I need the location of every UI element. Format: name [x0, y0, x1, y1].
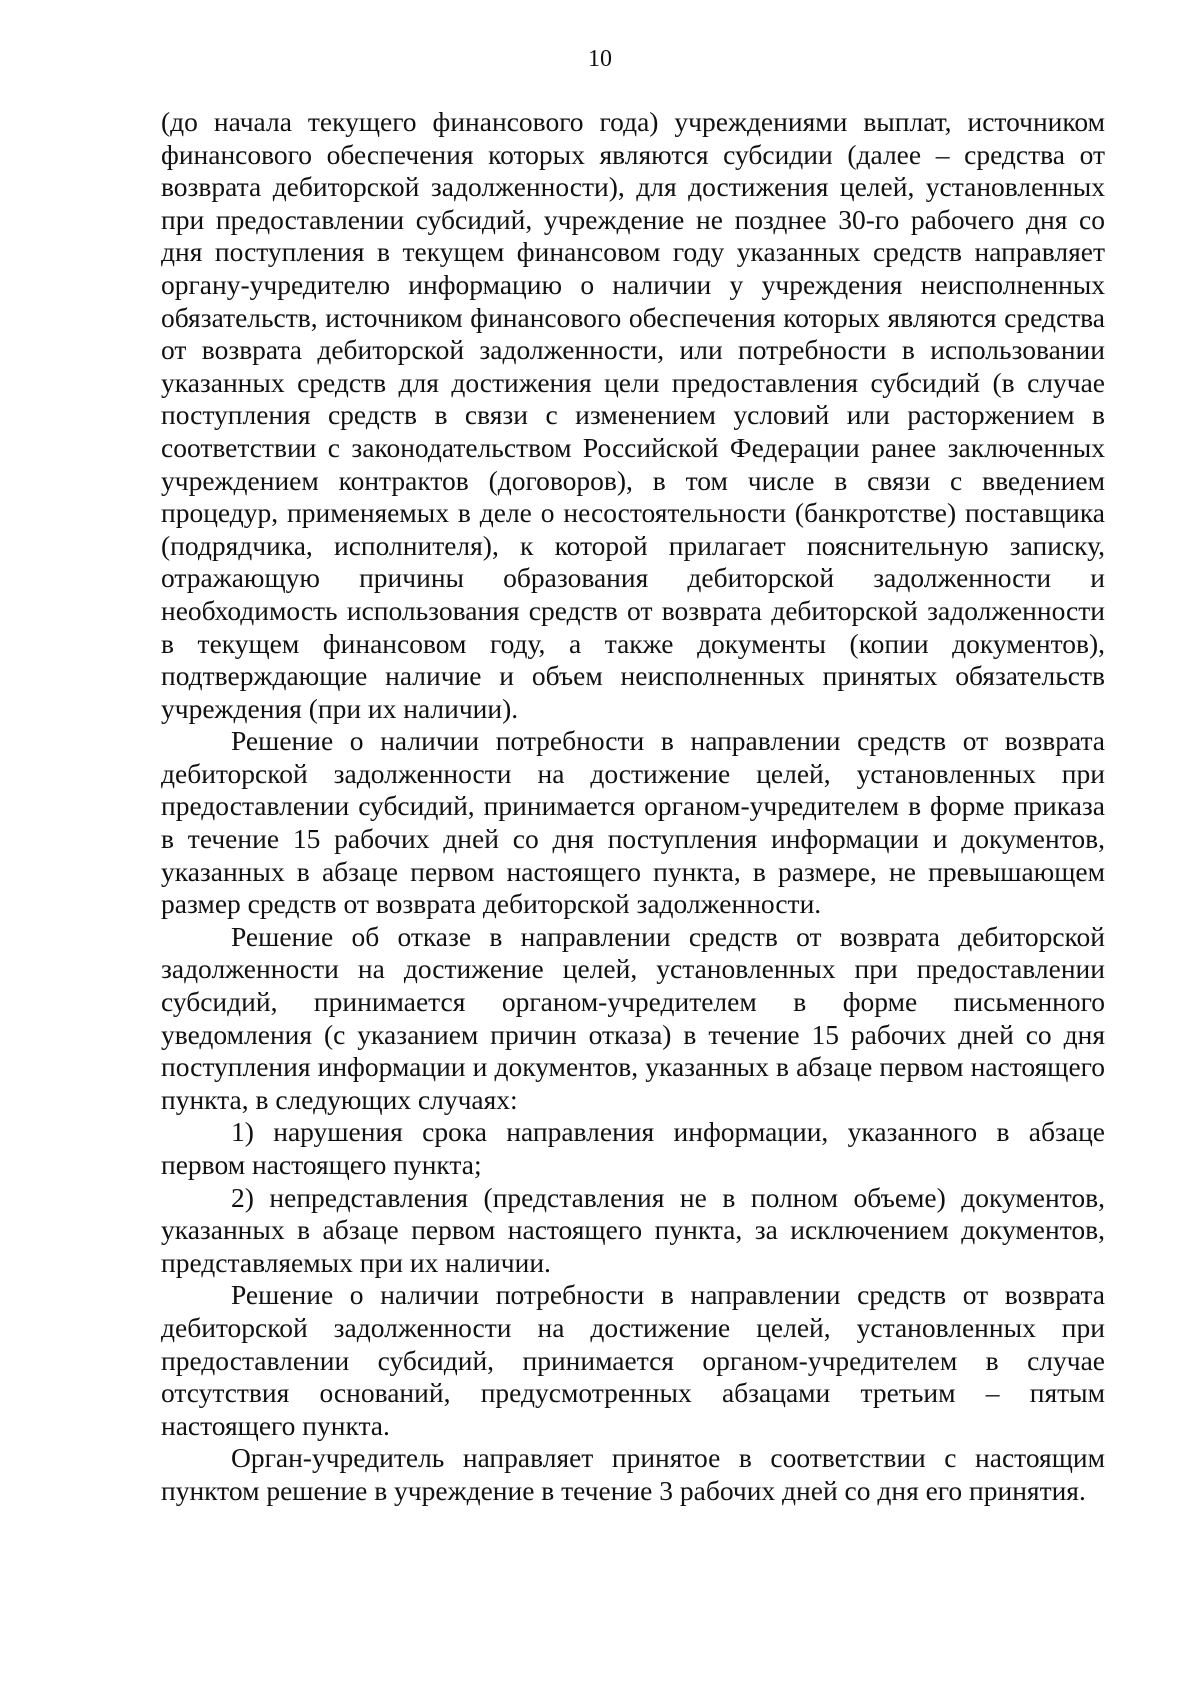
paragraph-notification: Орган-учредитель направляет принятое в соответствии с настоящим пунктом решение в учреждение в течение 3 рабочих дней со дня его принятия. — [161, 1442, 1105, 1506]
list-item-case-2: 2) непредставления (представления не в полном объеме) документов, указанных в абзаце первом настоящего пункта, за исключением документов, представляемых при их наличии. — [161, 1181, 1105, 1278]
paragraph-decision-approval: Решение о наличии потребности в направлении средств от возврата дебиторской задолженности на достижение целей, установленных при предоставлении субсидий, принимается органом-учредителем в форме приказа в течение 15 рабочих дней со дня поступления информации и документов, указанных в абзаце первом настоящего пункта, в размере, не превышающем размер средств от возврата дебиторской задолженности. — [161, 725, 1105, 920]
list-item-case-1: 1) нарушения срока направления информации, указанного в абзаце первом настоящего пункта; — [161, 1116, 1105, 1180]
document-body — [161, 106, 1105, 1508]
paragraph-decision-absence-grounds: Решение о наличии потребности в направлении средств от возврата дебиторской задолженности на достижение целей, установленных при предоставлении субсидий, принимается органом-учредителем в случае отсутствия оснований, предусмотренных абзацами третьим – пятым настоящего пункта. — [161, 1279, 1105, 1441]
paragraph-continuation: (до начала текущего финансового года) учреждениями выплат, источником финансового обеспечения которых являются субсидии (далее – средства от возврата дебиторской задолженности), для достижения целей, установленных при предоставлении субсидий, учреждение не позднее 30-го рабочего дня со дня поступления в текущем финансовом году указанных средств направляет органу-учредителю информацию о наличии у учреждения неисполненных обязательств, источником финансового обеспечения которых являются средства от возврата дебиторской задолженности, или потребности в использовании указанных средств для достижения цели предоставления субсидий (в случае поступления средств в связи с изменением условий или расторжением в соответствии с законодательством Российской Федерации ранее заключенных учреждением контрактов (договоров), в том числе в связи с введением процедур, применяемых в деле о несостоятельности (банкротстве) поставщика (подрядчика, исполнителя), к которой прилагает пояснительную записку, отражающую причины образования дебиторской задолженности и необходимость использования средств от возврата дебиторской задолженности в текущем финансовом году, а также документы (копии документов), подтверждающие наличие и объем неисполненных принятых обязательств учреждения (при их наличии). — [161, 106, 1105, 724]
paragraph-decision-refusal: Решение об отказе в направлении средств от возврата дебиторской задолженности на достижение целей, установленных при предоставлении субсидий, принимается органом-учредителем в форме письменного уведомления (с указанием причин отказа) в течение 15 рабочих дней со дня поступления информации и документов, указанных в абзаце первом настоящего пункта, в следующих случаях: — [161, 920, 1105, 1115]
page-number: 10 — [588, 46, 612, 72]
